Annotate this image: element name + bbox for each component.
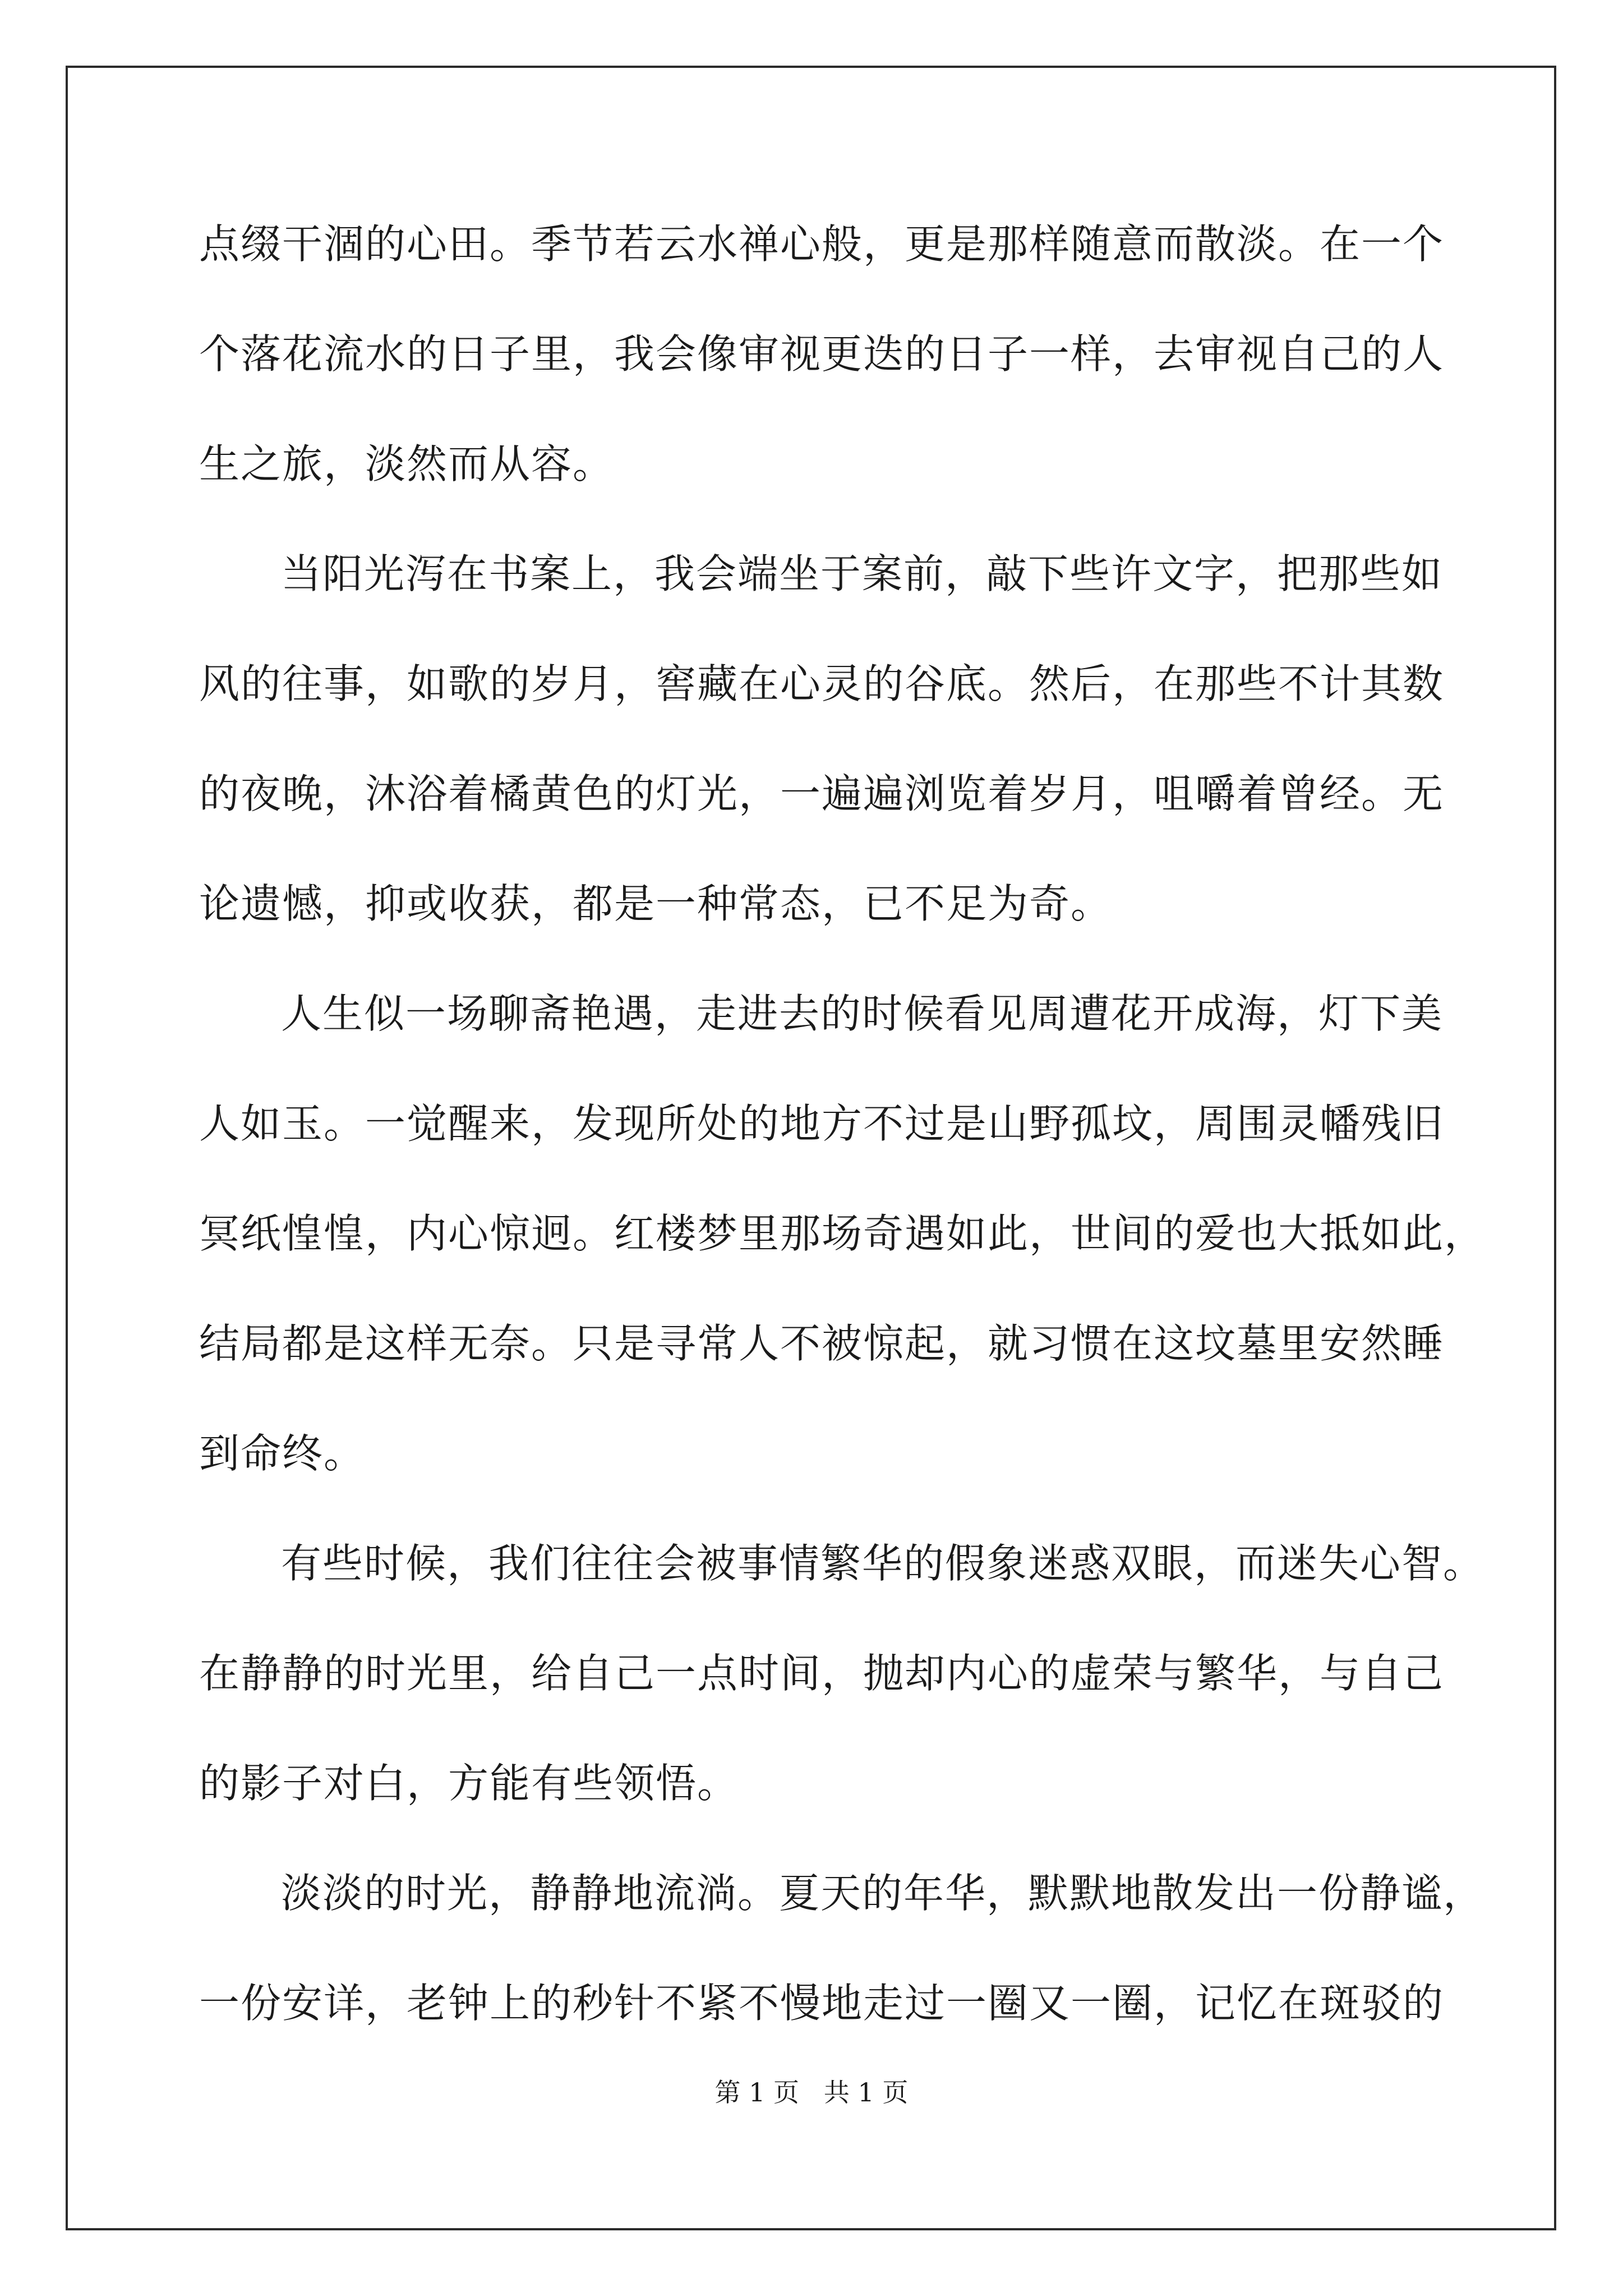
text-line: 到命终。 (199, 1430, 366, 1477)
text-line: 论遗憾，抑或收获，都是一种常态，已不足为奇。 (199, 880, 1113, 927)
text-line: 点缀干涸的心田。季节若云水禅心般，更是那样随意而散淡。在一个 (199, 220, 1445, 268)
paragraph-start-line: 人生似一场聊斋艳遇，走进去的时候看见周遭花开成海，灯下美 (281, 990, 1444, 1037)
paragraph-start-line: 淡淡的时光，静静地流淌。夏天的年华，默默地散发出一份静谧， (281, 1870, 1485, 1917)
page-number-footer: 第 1 页 共 1 页 (714, 2077, 909, 2108)
paragraph-start-line: 有些时候，我们往往会被事情繁华的假象迷惑双眼，而迷失心智。 (281, 1540, 1485, 1587)
text-line: 风的往事，如歌的岁月，窖藏在心灵的谷底。然后，在那些不计其数 (199, 660, 1445, 707)
text-line: 的夜晚，沐浴着橘黄色的灯光，一遍遍浏览着岁月，咀嚼着曾经。无 (199, 770, 1445, 817)
text-line: 生之旅，淡然而从容。 (199, 440, 615, 487)
paragraph-start-line: 当阳光泻在书案上，我会端坐于案前，敲下些许文字，把那些如 (281, 550, 1444, 597)
text-line: 的影子对白，方能有些领悟。 (199, 1760, 739, 1807)
text-line: 人如玉。一觉醒来，发现所处的地方不过是山野孤坟，周围灵幡残旧 (199, 1100, 1445, 1147)
text-line: 冥纸惶惶，内心惊迥。红楼梦里那场奇遇如此，世间的爱也大抵如此， (199, 1210, 1486, 1257)
text-line: 结局都是这样无奈。只是寻常人不被惊起，就习惯在这坟墓里安然睡 (199, 1320, 1445, 1367)
text-line: 在静静的时光里，给自己一点时间，抛却内心的虚荣与繁华，与自己 (199, 1650, 1445, 1697)
text-line: 一份安详，老钟上的秒针不紧不慢地走过一圈又一圈，记忆在斑驳的 (199, 1980, 1445, 2027)
text-line: 个落花流水的日子里，我会像审视更迭的日子一样，去审视自己的人 (199, 330, 1445, 378)
